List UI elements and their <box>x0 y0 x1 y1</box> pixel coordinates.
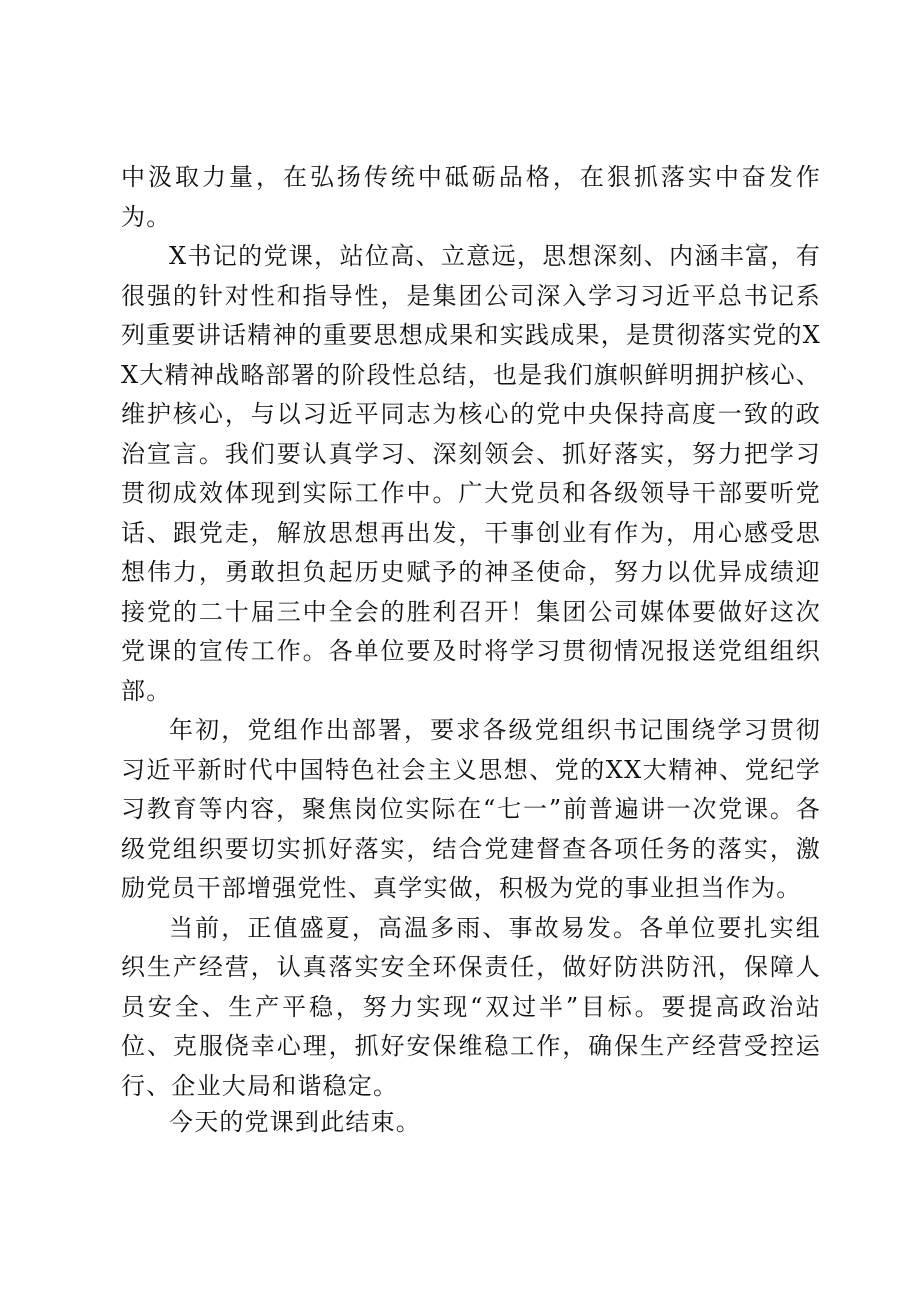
paragraph-closing: 今天的党课到此结束。 <box>169 1108 421 1136</box>
paragraph-summer-safety: 当前，正值盛夏，高温多雨、事故易发。各单位要扎实组织生产经营，认真落实安全环保责任，做好防洪防汛，保障人员安全、生产平稳，努力实现“双过半”目标。要提高政治站位、克服侥幸心理，抓好安保维稳工作，确保生产经营受控运行、企业大局和谐稳定。 <box>121 913 821 1100</box>
paragraph-party-lecture-review: X书记的党课，站位高、立意远，思想深刻、内涵丰富，有很强的针对性和指导性，是集团公司深入学习习近平总书记系列重要讲话精神的重要思想成果和实践成果，是贯彻落实党的XX大精神战略部署的阶段性总结，也是我们旗帜鲜明拥护核心、维护核心，与以习近平同志为核心的党中央保持高度一致的政治宣言。我们要认真学习、深刻领会、抓好落实，努力把学习贯彻成效体现到实际工作中。广大党员和各级领导干部要听党话、跟党走，解放思想再出发，干事创业有作为，用心感受思想伟力，勇敢担负起历史赋予的神圣使命，努力以优异成绩迎接党的二十届三中全会的胜利召开！集团公司媒体要做好这次党课的宣传工作。各单位要及时将学习贯彻情况报送党组组织部。 <box>121 242 821 705</box>
paragraph-annual-deployment: 年初，党组作出部署，要求各级党组织书记围绕学习贯彻习近平新时代中国特色社会主义思想、党的XX大精神、党纪学习教育等内容，聚焦岗位实际在“七一”前普遍讲一次党课。各级党组织要切实抓好落实，结合党建督查各项任务的落实，激励党员干部增强党性、真学实做，积极为党的事业担当作为。 <box>121 716 821 902</box>
paragraph-continuation: 中汲取力量，在弘扬传统中砥砺品格，在狠抓落实中奋发作为。 <box>121 163 821 231</box>
document-body <box>121 158 821 1139</box>
